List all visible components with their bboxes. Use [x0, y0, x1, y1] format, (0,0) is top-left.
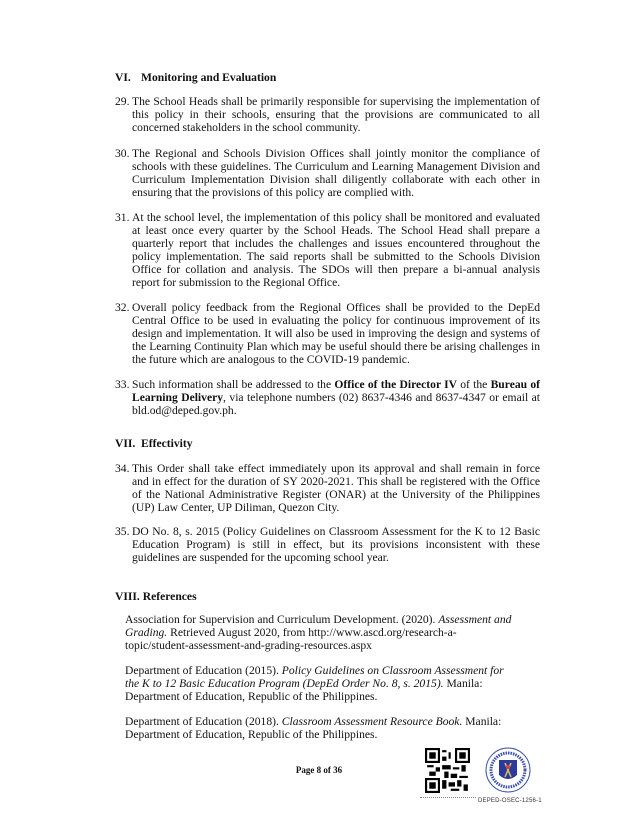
section-heading-vii	[115, 437, 540, 450]
list-item-29	[115, 95, 540, 134]
reference-source: Retrieved August 2020, from http://www.ascd.org/research-a-topic/student-assessment-and-grading-resources.aspx	[125, 626, 457, 652]
page-number: Page 8 of 36	[295, 765, 343, 775]
item-number: 33.	[115, 378, 130, 391]
item-text: DO No. 8, s. 2015 (Policy Guidelines on Classroom Assessment for the K to 12 Basic Education Program) is still in effect, but its provisions inconsistent with these guidelines are suspended for the upcoming school year.	[132, 525, 540, 564]
reference-entry	[125, 613, 515, 652]
section-heading-viii	[115, 590, 540, 603]
list-item-34	[115, 462, 540, 514]
section-number: VI.	[115, 71, 131, 84]
section-number: VIII.	[115, 590, 140, 603]
list-item-30	[115, 147, 540, 199]
qr-code-icon	[425, 748, 470, 793]
item-number: 34.	[115, 462, 130, 475]
text-run: , via telephone numbers (02) 8637-4346 and 8637-4347 or email at bld.od@deped.gov.ph.	[132, 391, 540, 417]
item-number: 31.	[115, 211, 130, 224]
reference-author: Department of Education (2018).	[125, 715, 282, 728]
reference-title: Assessment and Grading.	[125, 613, 512, 639]
reference-entry	[125, 715, 515, 741]
section-number: VII.	[115, 437, 136, 450]
item-text: The School Heads shall be primarily responsible for supervising the implementation of this policy in their schools, ensuring that the provisions are communicated to all concerned stakeholders in the school community.	[132, 95, 540, 134]
qr-caption-line	[420, 797, 476, 803]
reference-author: Department of Education (2015).	[125, 664, 282, 677]
reference-author: Association for Supervision and Curriculum Development. (2020).	[125, 613, 439, 626]
text-run: of the	[457, 378, 491, 391]
list-item-35	[115, 525, 540, 564]
bureau-name: Bureau of Learning Delivery	[132, 378, 540, 404]
item-number: 32.	[115, 301, 130, 314]
item-text	[132, 378, 540, 417]
section-title: References	[142, 590, 197, 603]
seal-label: DEPED-OSEC-1256-1	[478, 798, 542, 804]
section-title: Effectivity	[141, 437, 193, 450]
reference-entry	[125, 664, 515, 703]
deped-seal-logo	[485, 747, 531, 793]
list-item-33	[115, 378, 540, 417]
item-number: 29.	[115, 95, 130, 108]
item-text: At the school level, the implementation of this policy shall be monitored and evaluated at least once every quarter by the School Heads. The School Head shall prepare a quarterly report that includes the challenges and issues encountered throughout the policy implementation. The said reports shall be submitted to the Schools Division Office for collation and analysis. The SDOs will then prepare a bi-annual analysis report for submission to the Regional Office.	[132, 211, 540, 289]
list-item-32	[115, 301, 540, 366]
reference-title: Policy Guidelines on Classroom Assessment for the K to 12 Basic Education Program (DepEd Order No. 8, s. 2015).	[125, 664, 504, 690]
item-number: 35.	[115, 525, 130, 538]
reference-source: Manila: Department of Education, Republic of the Philippines.	[125, 715, 502, 741]
list-item-31	[115, 211, 540, 289]
reference-source: Manila: Department of Education, Republic of the Philippines.	[125, 677, 483, 703]
office-name: Office of the Director IV	[334, 378, 458, 391]
item-number: 30.	[115, 147, 130, 160]
section-heading-vi	[115, 71, 540, 84]
section-title: Monitoring and Evaluation	[141, 71, 277, 84]
text-run: Such information shall be addressed to the	[132, 378, 335, 391]
reference-title: Classroom Assessment Resource Book.	[281, 715, 463, 728]
item-text: This Order shall take effect immediately upon its approval and shall remain in force and in effect for the duration of SY 2020-2021. This shall be registered with the Office of the National Administrative Register (ONAR) at the University of the Philippines (UP) Law Center, UP Diliman, Quezon City.	[132, 462, 540, 514]
item-text: Overall policy feedback from the Regional Offices shall be provided to the DepEd Central Office to be used in evaluating the policy for continuous improvement of its design and implementation. It will also be used in improving the design and systems of the Learning Continuity Plan which may be useful should there be arising challenges in the future which are analogous to the COVID-19 pandemic.	[132, 301, 540, 366]
item-text: The Regional and Schools Division Offices shall jointly monitor the compliance of schools with these guidelines. The Curriculum and Learning Management Division and Curriculum Implementation Division shall diligently collaborate with each other in ensuring that the provisions of this policy are complied with.	[132, 147, 540, 199]
